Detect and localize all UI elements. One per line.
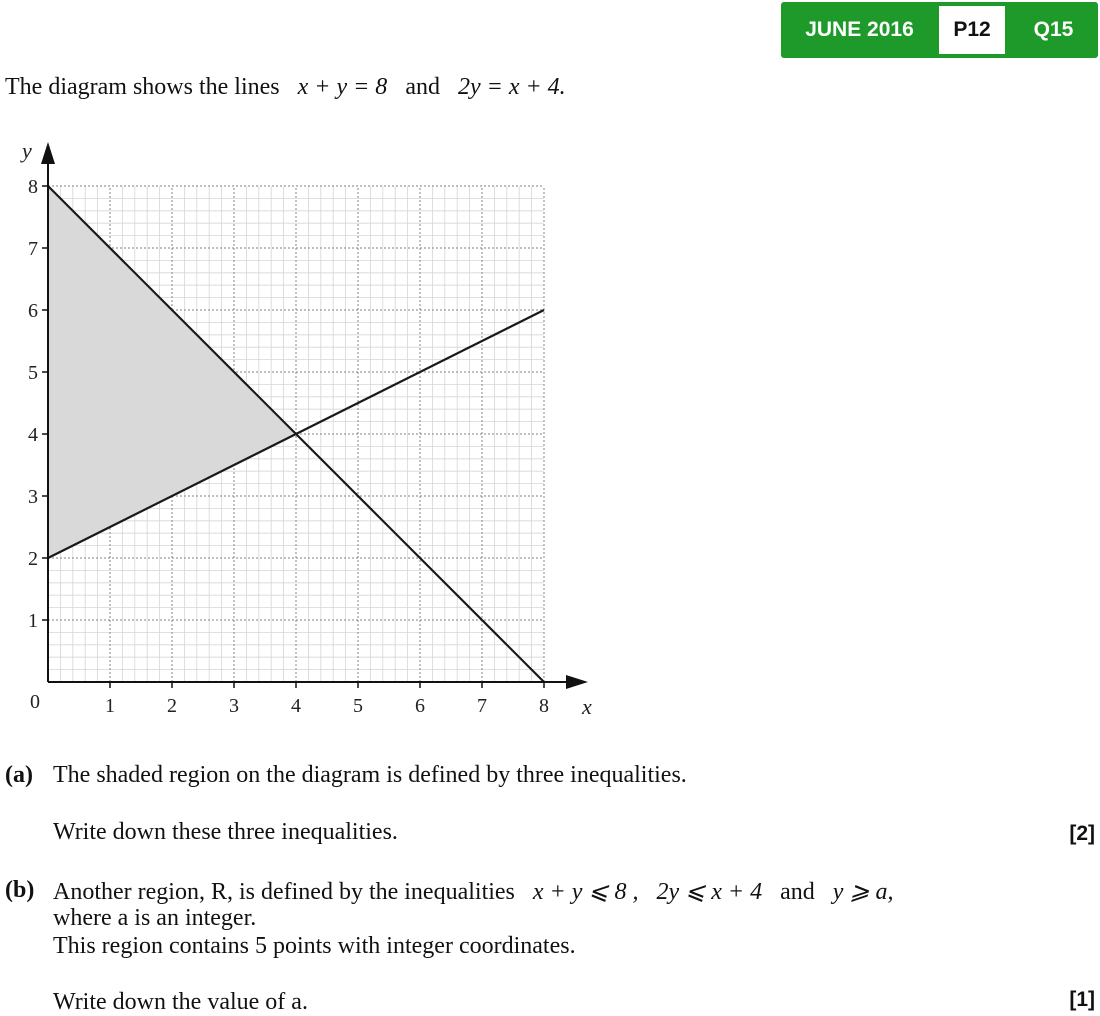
- part-b-intro: Another region, R, is defined by the inequalities: [53, 879, 515, 905]
- intro-sentence: The diagram shows the lines: [5, 74, 280, 100]
- inequality-3: y ⩾ a,: [832, 879, 894, 905]
- part-b-marks: [1]: [1069, 988, 1095, 1011]
- y-tick-label: 6: [28, 300, 38, 322]
- y-axis-arrow: [41, 142, 55, 164]
- x-tick-label: 3: [229, 695, 239, 717]
- part-b-line2: where a is an integer.: [53, 905, 257, 931]
- part-a-label: (a): [5, 762, 33, 788]
- x-tick-label: 7: [477, 695, 487, 717]
- x-axis-label: x: [582, 694, 592, 719]
- part-b-line4: Write down the value of a.: [53, 989, 308, 1015]
- x-tick-label: 5: [353, 695, 363, 717]
- part-b-line3: This region contains 5 points with integer coordinates.: [53, 933, 576, 959]
- y-tick-label: 7: [28, 238, 38, 260]
- x-tick-label: 8: [539, 695, 549, 717]
- origin-label: 0: [30, 691, 40, 713]
- intro-text: [5, 74, 566, 101]
- x-tick-label: 4: [291, 695, 301, 717]
- y-tick-label: 4: [28, 424, 38, 446]
- intro-line1-equation: x + y = 8: [297, 74, 388, 100]
- part-b-label: (b): [5, 877, 35, 903]
- x-tick-label: 2: [167, 695, 177, 717]
- y-tick-label: 8: [28, 176, 38, 198]
- x-axis-arrow: [566, 675, 588, 689]
- y-tick-label: 1: [28, 610, 38, 632]
- paper-label: P12: [939, 6, 1005, 54]
- y-tick-label: 2: [28, 548, 38, 570]
- y-axis-label: y: [22, 140, 32, 163]
- intro-joiner: and: [405, 74, 440, 100]
- session-label: JUNE 2016: [805, 18, 914, 41]
- inequality-joiner: and: [780, 879, 815, 905]
- y-tick-label: 3: [28, 486, 38, 508]
- question-number: Q15: [1033, 18, 1074, 41]
- part-a-line1: The shaded region on the diagram is defined by three inequalities.: [53, 762, 687, 788]
- inequality-2: 2y ⩽ x + 4: [656, 879, 763, 905]
- x-tick-label: 6: [415, 695, 425, 717]
- part-a-line2: Write down these three inequalities.: [53, 819, 398, 845]
- part-a-marks: [2]: [1069, 822, 1095, 845]
- x-tick-label: 1: [105, 695, 115, 717]
- inequality-1: x + y ⩽ 8 ,: [532, 879, 639, 905]
- question-badge: [781, 2, 1098, 58]
- line-graph: [0, 140, 620, 730]
- intro-line2-equation: 2y = x + 4.: [457, 74, 566, 100]
- y-tick-label: 5: [28, 362, 38, 384]
- part-b-line1: [53, 877, 894, 906]
